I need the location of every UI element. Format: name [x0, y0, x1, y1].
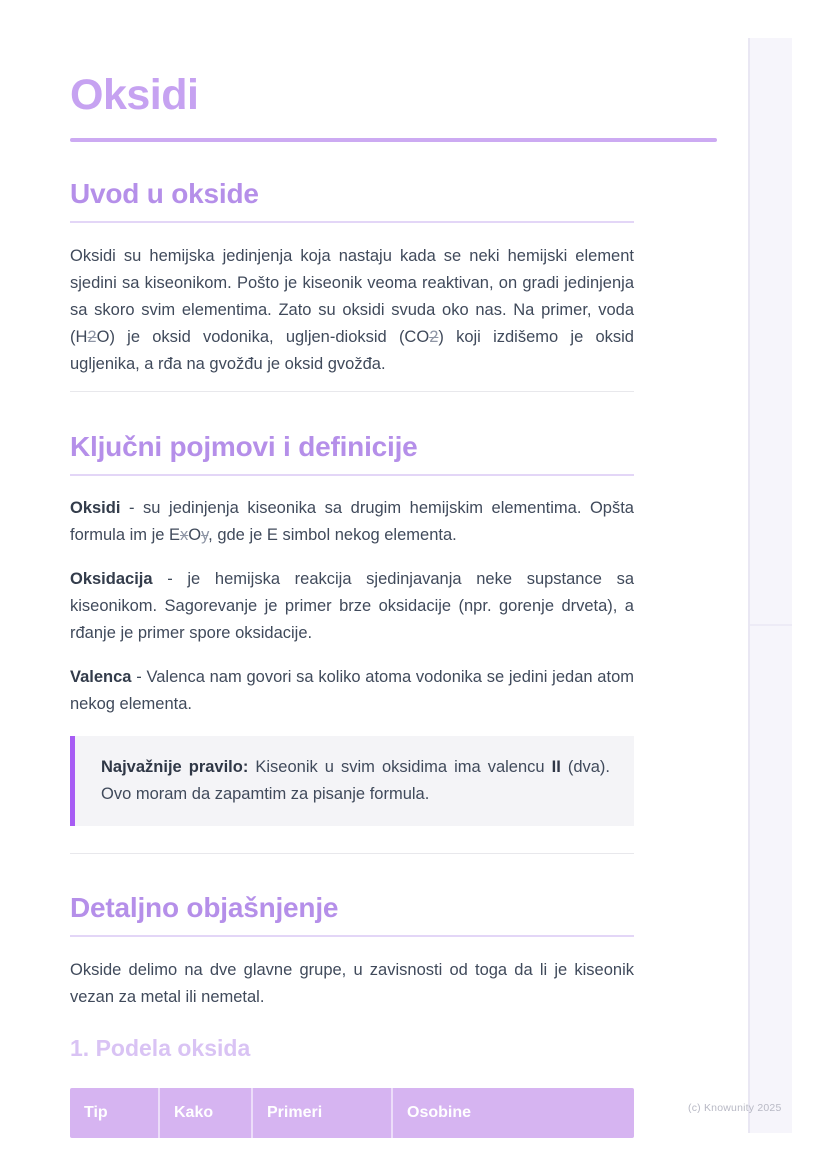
text-segment: O) je oksid vodonika, ugljen-dioksid (CO: [96, 328, 430, 346]
detail-paragraph: Okside delimo na dve glavne grupe, u zavisnosti od toga da li je kiseonik vezan za metal ili nemetal.: [70, 961, 634, 1006]
struck-subscript: 2: [429, 328, 439, 346]
term-oksidi: [70, 495, 634, 549]
struck-subscript: x: [180, 526, 189, 544]
text-segment: - je hemijska reakcija sjedinjavanja neke supstance sa kiseonikom. Sagorevanje je primer brze oksidacije (npr. gorenje drveta), a rđanje je primer spore oksidacije.: [70, 570, 634, 642]
important-rule-callout: [70, 736, 634, 826]
callout-lead: Najvažnije pravilo:: [101, 758, 249, 776]
section-underline: [70, 935, 634, 937]
section-heading-pojmovi: Ključni pojmovi i definicije: [70, 431, 418, 462]
section-divider: [70, 391, 634, 392]
table-header-tip: Tip: [70, 1088, 160, 1138]
text-segment: O: [188, 526, 202, 544]
text-segment: ) koji izdišemo je oksid ugljenika, a rđa na gvožđu je oksid gvožđa.: [70, 328, 634, 373]
term-valenca: [70, 664, 634, 718]
page-seam: [750, 624, 792, 626]
section-underline: [70, 221, 634, 223]
title-rule: [70, 138, 717, 142]
section-underline: [70, 474, 634, 476]
section-heading-detaljno: Detaljno objašnjenje: [70, 892, 339, 923]
subsection-heading-podela: 1. Podela oksida: [70, 1035, 251, 1061]
copyright-note: (c) Knowunity 2025: [688, 1102, 782, 1114]
table-header-kako: Kako: [160, 1088, 253, 1138]
intro-paragraph: [70, 243, 634, 378]
callout-text: [101, 754, 610, 808]
term-label: Oksidi: [70, 499, 121, 517]
text-segment: Oksidi su hemijska jedinjenja koja nastaju kada se neki hemijski element sjedini sa kiseonikom. Pošto je kiseonik veoma reaktivan, on gradi jedinjenja sa skoro svim elementima. Zato su oksidi svuda oko nas. Na primer, voda (H: [70, 247, 634, 346]
text-segment: - su jedinjenja kiseonika sa drugim hemijskim elementima. Opšta formula im je E: [70, 499, 634, 544]
page-title: Oksidi: [70, 71, 199, 119]
struck-subscript: 2: [87, 328, 97, 346]
next-page-edge: [748, 38, 792, 1133]
section-heading-uvod: Uvod u okside: [70, 178, 259, 209]
text-segment: , gde je E simbol nekog elementa.: [208, 526, 457, 544]
oxide-table-header: [70, 1088, 634, 1138]
text-segment: (dva). Ovo moram da zapamtim za pisanje formula.: [101, 758, 611, 803]
term-label: Oksidacija: [70, 570, 153, 588]
document-content: [70, 0, 634, 1138]
table-header-osobine: Osobine: [407, 1104, 472, 1121]
text-segment: Kiseonik u svim oksidima ima valencu: [248, 758, 552, 776]
term-label: Valenca: [70, 668, 132, 686]
valence-value: II: [551, 758, 561, 776]
section-divider: [70, 853, 634, 854]
text-segment: - Valenca nam govori sa koliko atoma vodonika se jedini jedan atom nekog elementa.: [70, 668, 634, 713]
struck-subscript: y: [201, 526, 209, 544]
term-oksidacija: [70, 566, 634, 647]
table-header-primeri: Primeri: [253, 1088, 393, 1138]
